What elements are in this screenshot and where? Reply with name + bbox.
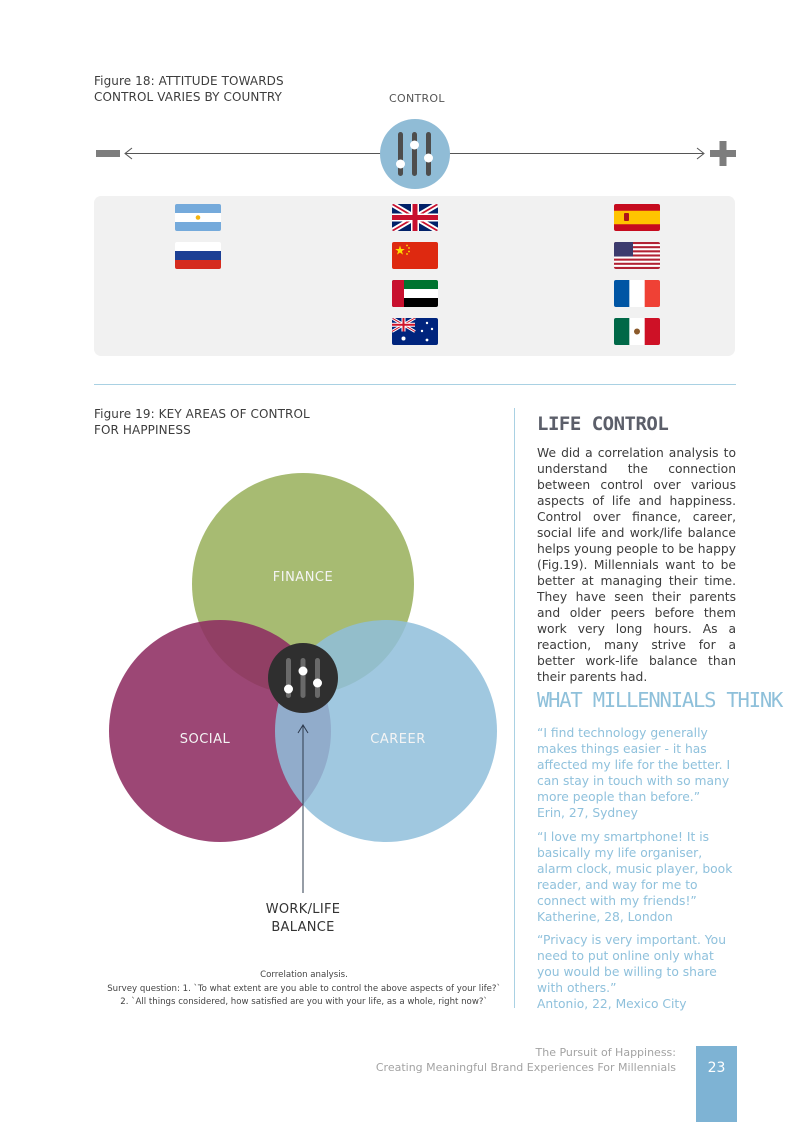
flag-argentina — [175, 204, 221, 231]
correlation-note-title: Correlation analysis. — [260, 970, 348, 980]
footer-title — [330, 1045, 676, 1075]
correlation-note-q2: 2. `All things considered, how satisfied are you with your life, as a whole, right now?` — [120, 997, 488, 1007]
venn-label-finance: FINANCE — [272, 570, 334, 585]
venn-label-career: CAREER — [370, 732, 426, 747]
plus-icon — [710, 141, 736, 166]
life-control-heading: LIFE CONTROL — [537, 413, 669, 435]
control-scale — [90, 115, 750, 195]
flag-spain — [614, 204, 660, 231]
flag-russia — [175, 242, 221, 269]
footer-line-1: The Pursuit of Happiness: — [535, 1046, 676, 1059]
footer-line-2: Creating Meaningful Brand Experiences For Millennials — [375, 1061, 676, 1074]
quote-3-author: Antonio, 22, Mexico City — [537, 997, 687, 1011]
quote-1-author: Erin, 27, Sydney — [537, 806, 638, 820]
sliders-icon — [380, 119, 450, 189]
control-label: CONTROL — [389, 92, 445, 105]
venn-diagram — [100, 465, 510, 895]
flag-mexico — [614, 318, 660, 345]
quote-1-text: “I find technology generally makes things easier - it has affected my life for the better. I can stay in touch with so many more people than before.” — [537, 726, 731, 804]
quote-3 — [537, 932, 733, 1012]
flag-united-kingdom — [392, 204, 438, 231]
correlation-note-q1: Survey question: 1. `To what extent are you able to control the above aspects of your life?` — [107, 984, 501, 994]
flag-australia — [392, 318, 438, 345]
flag-france — [614, 280, 660, 307]
center-sliders-icon — [268, 643, 338, 713]
life-control-body: We did a correlation analysis to understand the connection between control over various aspects of life and happiness. Control over finance, career, social life and work/life balance helps young people to be happy (Fig.19). Millennials want to be better at managing their time. They have seen their parents and older peers before them work very long hours. As a reaction, many strive for a better work-life balance than their parents had. — [537, 446, 736, 684]
flag-china — [392, 242, 438, 269]
flag-united-states — [614, 242, 660, 269]
quote-3-text: “Privacy is very important. You need to put online only what you would be willing to share with others.” — [537, 933, 727, 995]
figure-19-title: Figure 19: KEY AREAS OF CONTROL FOR HAPPINESS — [94, 407, 310, 437]
page-number: 23 — [696, 1046, 737, 1122]
millennials-heading: WHAT MILLENNIALS THINK — [537, 688, 783, 712]
quote-2-author: Katherine, 28, London — [537, 910, 673, 924]
figure-18-title: Figure 18: ATTITUDE TOWARDS CONTROL VARIES BY COUNTRY — [94, 74, 284, 104]
section-divider — [94, 384, 736, 385]
venn-label-social: SOCIAL — [179, 732, 231, 747]
quote-2 — [537, 829, 733, 925]
quote-1 — [537, 725, 733, 821]
minus-icon — [96, 150, 120, 157]
column-divider — [514, 408, 515, 1008]
flag-uae — [392, 280, 438, 307]
work-life-balance-label: WORK/LIFE BALANCE — [265, 902, 341, 935]
quote-2-text: “I love my smartphone! It is basically my life organiser, alarm clock, music player, book reader, and way for me to connect with my friends!” — [537, 830, 733, 908]
